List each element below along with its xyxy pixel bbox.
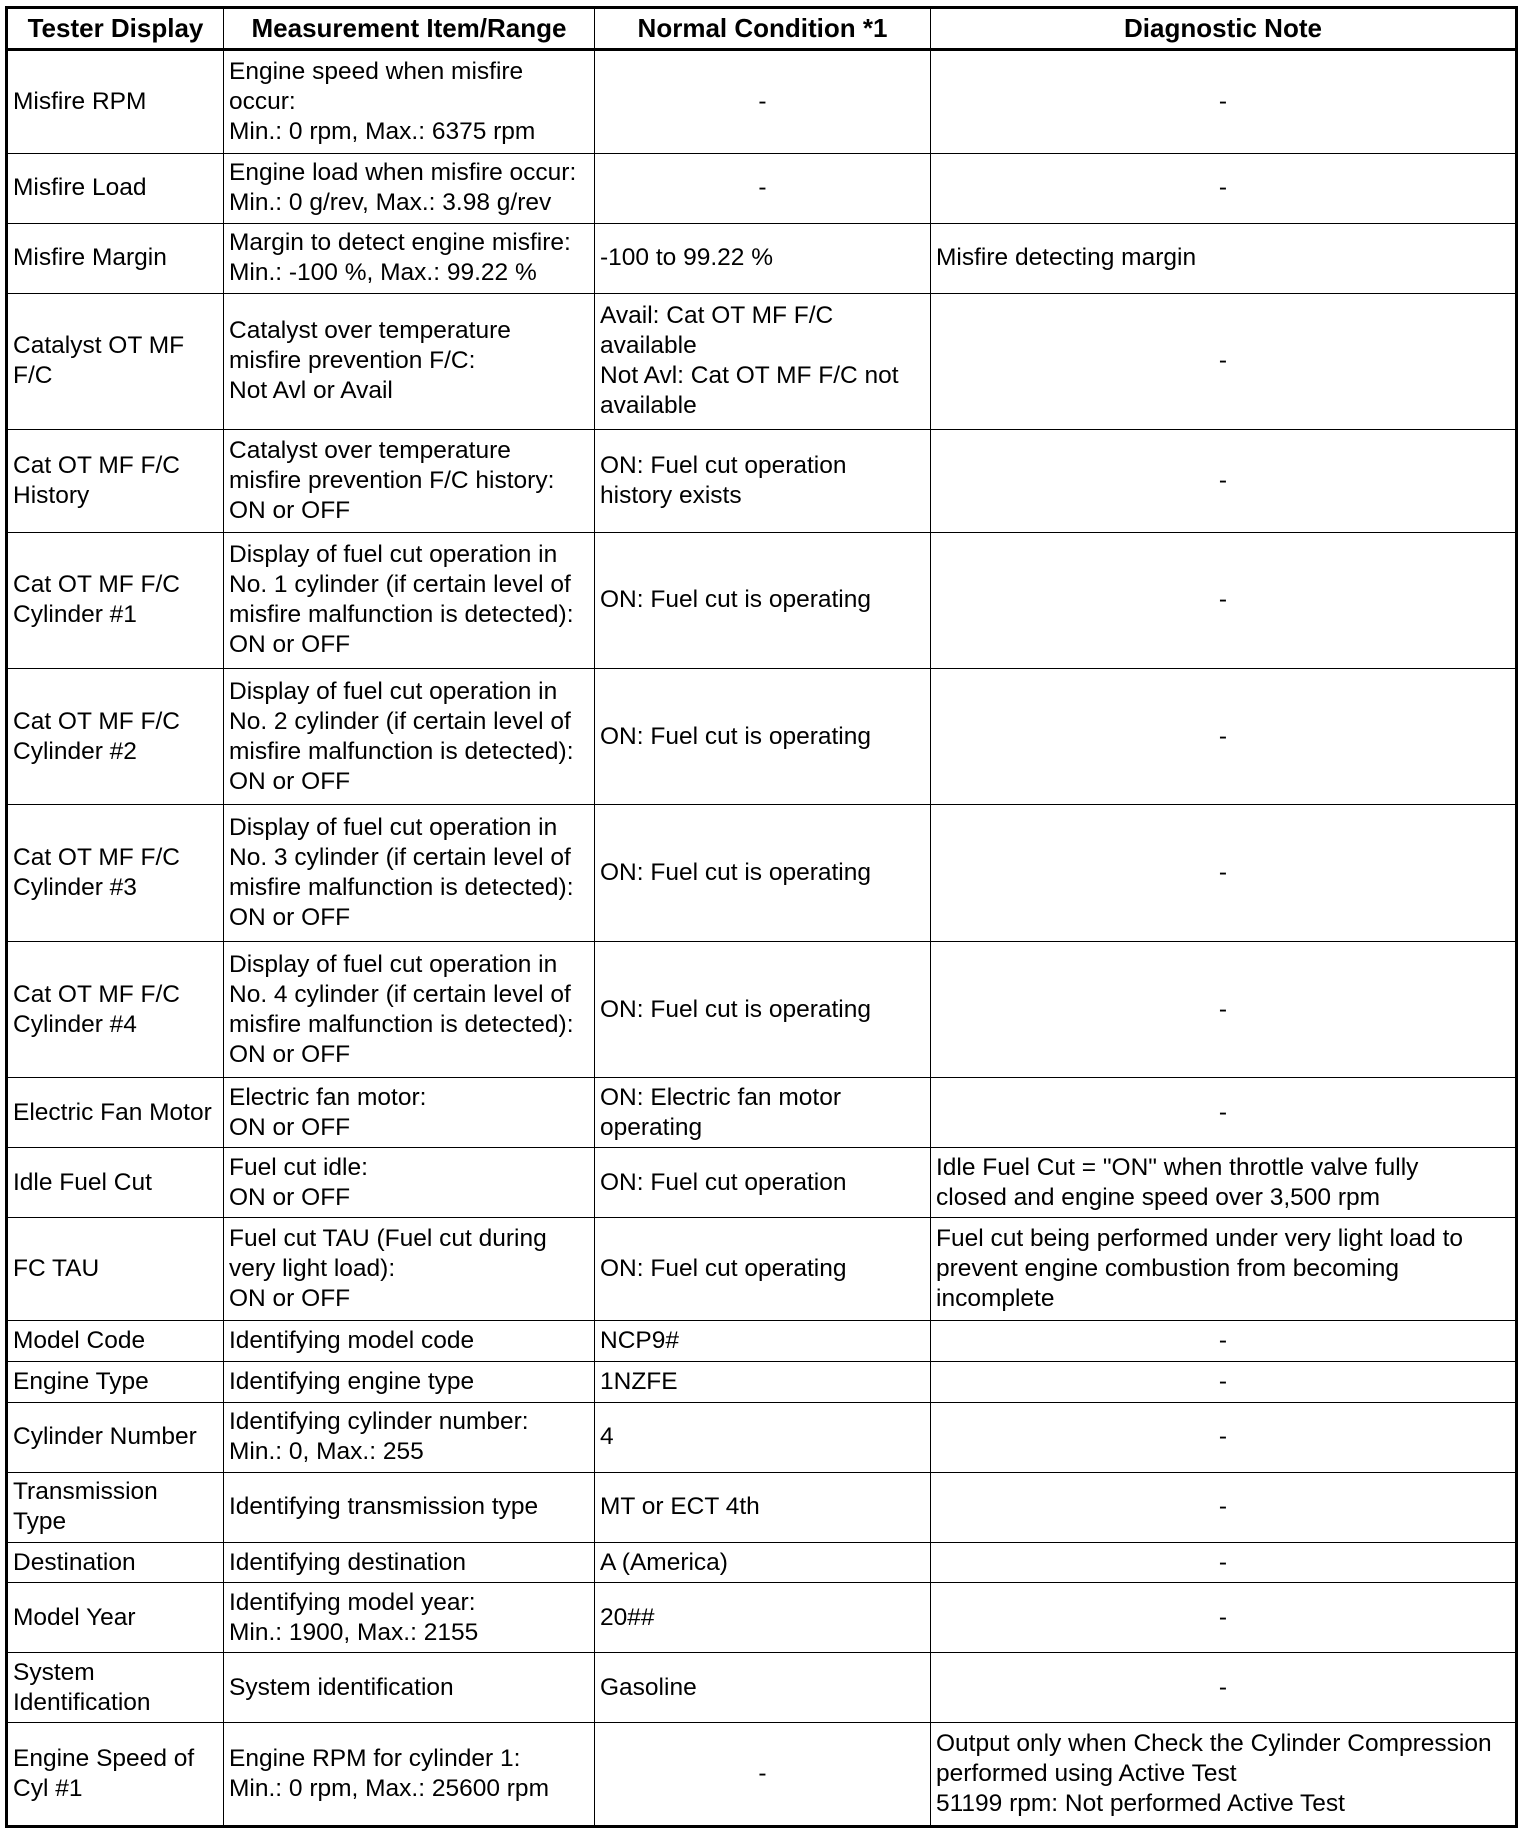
normal-condition-cell — [595, 223, 931, 293]
measurement-cell-line: misfire malfunction is detected): — [229, 874, 574, 902]
normal-condition-cell — [595, 1218, 931, 1321]
table-body — [7, 50, 1517, 1827]
measurement-cell-line: Min.: 0 rpm, Max.: 6375 rpm — [229, 117, 536, 145]
table-header — [7, 8, 1517, 50]
tester-display-cell-line: Idle Fuel Cut — [13, 1168, 152, 1196]
tester-display-cell-line: History — [13, 481, 90, 509]
normal-condition-cell-line: -100 to 99.22 % — [600, 244, 773, 272]
measurement-cell-line: Identifying transmission type — [229, 1493, 539, 1521]
diagnostic-note-cell-line: - — [1218, 1493, 1228, 1521]
tester-display-cell — [7, 1542, 224, 1583]
tester-display-cell — [7, 293, 224, 429]
tester-display-cell-line: Cat OT MF F/C — [13, 844, 180, 872]
tester-display-cell — [7, 1078, 224, 1148]
measurement-cell-line: ON or OFF — [229, 904, 351, 932]
tester-display-cell — [7, 941, 224, 1077]
tester-display-cell-line: Destination — [13, 1548, 136, 1576]
measurement-cell-line: Identifying destination — [229, 1548, 466, 1576]
diagnostic-note-cell — [931, 1653, 1517, 1723]
tester-display-cell — [7, 429, 224, 532]
diagnostic-note-cell-line: - — [1218, 174, 1228, 202]
header-row — [7, 8, 1517, 50]
normal-condition-cell — [595, 153, 931, 223]
diagnostic-note-cell — [931, 223, 1517, 293]
column-header-normal-condition: Normal Condition *1 — [595, 8, 931, 50]
normal-condition-cell — [595, 1402, 931, 1472]
normal-condition-cell-line: A (America) — [600, 1548, 728, 1576]
measurement-cell — [224, 1148, 595, 1218]
measurement-cell-line: Identifying model code — [229, 1327, 475, 1354]
normal-condition-cell-line: ON: Fuel cut is operating — [600, 722, 871, 750]
measurement-cell — [224, 429, 595, 532]
diagnostic-note-cell-line: prevent engine combustion from becoming — [936, 1254, 1400, 1282]
normal-condition-cell — [595, 941, 931, 1077]
diagnostic-note-cell-line: - — [1218, 722, 1228, 750]
measurement-cell — [224, 153, 595, 223]
table-row — [7, 1402, 1517, 1472]
normal-condition-cell — [595, 1653, 931, 1723]
measurement-cell-line: Not Avl or Avail — [229, 377, 393, 405]
measurement-cell-line: Display of fuel cut operation in — [229, 677, 558, 705]
diagnostic-note-cell — [931, 1218, 1517, 1321]
measurement-cell-line: Min.: -100 %, Max.: 99.22 % — [229, 259, 537, 287]
tester-display-cell — [7, 1320, 224, 1362]
diagnostic-note-cell — [931, 153, 1517, 223]
normal-condition-cell-line: MT or ECT 4th — [600, 1493, 760, 1521]
normal-condition-cell — [595, 1148, 931, 1218]
diagnostic-note-cell-line: - — [1218, 1327, 1228, 1354]
normal-condition-cell-line: - — [758, 1760, 767, 1788]
table-row — [7, 50, 1517, 154]
diagnostic-note-cell-line: - — [1218, 1603, 1228, 1631]
table-row — [7, 941, 1517, 1077]
measurement-cell-line: Engine load when misfire occur: — [229, 159, 577, 187]
tester-display-cell — [7, 50, 224, 154]
diagnostic-note-cell — [931, 1723, 1517, 1827]
table-row — [7, 1148, 1517, 1218]
tester-display-cell — [7, 1218, 224, 1321]
tester-display-cell-line: Misfire RPM — [13, 87, 147, 115]
diagnostic-note-cell — [931, 1320, 1517, 1362]
normal-condition-cell-line: Avail: Cat OT MF F/C — [600, 302, 834, 330]
measurement-cell-line: ON or OFF — [229, 1040, 351, 1068]
diagnostic-note-cell — [931, 50, 1517, 154]
normal-condition-cell-line: ON: Fuel cut operation — [600, 1168, 847, 1196]
normal-condition-cell-line: operating — [600, 1113, 703, 1141]
normal-condition-cell — [595, 429, 931, 532]
measurement-cell-line: No. 2 cylinder (if certain level of — [229, 707, 571, 735]
tester-display-cell-line: Cat OT MF F/C — [13, 451, 180, 479]
measurement-cell — [224, 1653, 595, 1723]
measurement-cell-line: Display of fuel cut operation in — [229, 950, 558, 978]
measurement-cell — [224, 805, 595, 941]
diagnostic-note-cell-line: - — [1218, 1098, 1228, 1126]
diagnostic-note-cell — [931, 1542, 1517, 1583]
measurement-cell-line: Fuel cut idle: — [229, 1153, 368, 1181]
normal-condition-cell — [595, 668, 931, 804]
measurement-cell-line: ON or OFF — [229, 767, 351, 795]
tester-display-cell — [7, 532, 224, 668]
measurement-cell-line: Fuel cut TAU (Fuel cut during — [229, 1224, 547, 1252]
tester-display-cell-line: Cylinder Number — [13, 1423, 197, 1451]
tester-display-cell-line: Cylinder #2 — [13, 737, 137, 765]
measurement-cell-line: Identifying engine type — [229, 1368, 475, 1396]
tester-display-cell-line: Type — [13, 1508, 67, 1536]
tester-display-cell-line: Cylinder #3 — [13, 874, 137, 902]
table-row — [7, 1320, 1517, 1362]
diagnostic-note-cell — [931, 293, 1517, 429]
diagnostic-note-cell-line: - — [1218, 1548, 1228, 1576]
measurement-cell — [224, 1402, 595, 1472]
normal-condition-cell-line: NCP9# — [600, 1327, 679, 1354]
normal-condition-cell-line: Gasoline — [600, 1673, 697, 1701]
normal-condition-cell — [595, 1723, 931, 1827]
tester-display-cell — [7, 1583, 224, 1653]
diagnostic-note-cell — [931, 1362, 1517, 1403]
measurement-cell-line: misfire malfunction is detected): — [229, 737, 574, 765]
normal-condition-cell-line: ON: Electric fan motor — [600, 1083, 841, 1111]
normal-condition-cell — [595, 532, 931, 668]
measurement-cell — [224, 668, 595, 804]
table-row — [7, 1362, 1517, 1403]
measurement-cell-line: Electric fan motor: — [229, 1083, 427, 1111]
diagnostic-note-cell — [931, 1583, 1517, 1653]
diagnostic-note-cell — [931, 668, 1517, 804]
diagnostic-note-cell — [931, 1402, 1517, 1472]
measurement-cell — [224, 532, 595, 668]
diagnostic-note-cell-line: - — [1218, 586, 1228, 614]
normal-condition-cell — [595, 1542, 931, 1583]
tester-display-cell — [7, 1653, 224, 1723]
measurement-cell — [224, 941, 595, 1077]
measurement-cell-line: ON or OFF — [229, 1113, 351, 1141]
table-row — [7, 429, 1517, 532]
measurement-cell-line: Display of fuel cut operation in — [229, 814, 558, 842]
normal-condition-cell-line: ON: Fuel cut operation — [600, 451, 847, 479]
table-row — [7, 1218, 1517, 1321]
measurement-cell-line: misfire prevention F/C: — [229, 347, 476, 375]
measurement-cell-line: misfire prevention F/C history: — [229, 466, 555, 494]
tester-display-cell-line: Electric Fan Motor — [13, 1098, 212, 1126]
measurement-cell — [224, 1542, 595, 1583]
measurement-cell-line: No. 1 cylinder (if certain level of — [229, 571, 571, 599]
diagnostic-note-cell-line: - — [1218, 1423, 1228, 1451]
measurement-cell-line: ON or OFF — [229, 631, 351, 659]
tester-display-cell-line: Model Code — [13, 1327, 146, 1354]
tester-display-cell-line: Engine Speed of — [13, 1745, 195, 1773]
tester-display-cell — [7, 1402, 224, 1472]
measurement-cell — [224, 1078, 595, 1148]
measurement-cell-line: Catalyst over temperature — [229, 436, 511, 464]
table-row — [7, 668, 1517, 804]
diagnostic-note-cell — [931, 429, 1517, 532]
diagnostic-note-cell — [931, 805, 1517, 941]
diagnostic-note-cell-line: Misfire detecting margin — [936, 244, 1197, 272]
normal-condition-cell-line: history exists — [600, 481, 742, 509]
diagnostic-note-cell-line: - — [1218, 1368, 1228, 1396]
diagnostic-note-cell-line: incomplete — [936, 1284, 1055, 1312]
document-page — [5, 6, 1515, 1828]
tester-display-cell — [7, 1148, 224, 1218]
tester-display-cell — [7, 1472, 224, 1542]
measurement-cell-line: Min.: 0, Max.: 255 — [229, 1438, 424, 1466]
diagnostic-note-cell-line: Output only when Check the Cylinder Compression — [936, 1730, 1492, 1758]
measurement-cell-line: No. 4 cylinder (if certain level of — [229, 980, 571, 1008]
column-header-diagnostic-note: Diagnostic Note — [931, 8, 1517, 50]
normal-condition-cell — [595, 805, 931, 941]
diagnostic-note-cell-line: 51199 rpm: Not performed Active Test — [936, 1790, 1345, 1818]
measurement-cell — [224, 293, 595, 429]
table-row — [7, 153, 1517, 223]
measurement-cell — [224, 1362, 595, 1403]
table-row — [7, 805, 1517, 941]
measurement-cell-line: Display of fuel cut operation in — [229, 541, 558, 569]
tester-display-cell — [7, 1362, 224, 1403]
tester-display-cell-line: Cylinder #4 — [13, 1010, 137, 1038]
diagnostic-note-cell-line: - — [1218, 347, 1228, 375]
tester-display-cell-line: Identification — [13, 1688, 151, 1716]
measurement-cell — [224, 50, 595, 154]
normal-condition-cell — [595, 1320, 931, 1362]
column-header-measurement: Measurement Item/Range — [224, 8, 595, 50]
table-row — [7, 1542, 1517, 1583]
measurement-cell-line: misfire malfunction is detected): — [229, 1010, 574, 1038]
tester-display-cell-line: Cylinder #1 — [13, 601, 137, 629]
measurement-cell-line: Identifying cylinder number: — [229, 1408, 529, 1436]
measurement-cell-line: No. 3 cylinder (if certain level of — [229, 844, 571, 872]
normal-condition-cell — [595, 1583, 931, 1653]
diagnostic-note-cell — [931, 1078, 1517, 1148]
normal-condition-cell-line: ON: Fuel cut is operating — [600, 586, 871, 614]
tester-display-cell-line: Transmission — [13, 1478, 158, 1506]
measurement-cell-line: ON or OFF — [229, 1284, 351, 1312]
tester-display-cell — [7, 1723, 224, 1827]
normal-condition-cell-line: ON: Fuel cut is operating — [600, 995, 871, 1023]
table-row — [7, 1472, 1517, 1542]
tester-display-cell-line: Cat OT MF F/C — [13, 707, 180, 735]
measurement-cell — [224, 1218, 595, 1321]
diagnostic-note-cell-line: - — [1218, 995, 1228, 1023]
measurement-cell — [224, 1320, 595, 1362]
normal-condition-cell-line: - — [758, 174, 767, 202]
tester-display-cell — [7, 805, 224, 941]
tester-display-cell-line: Cat OT MF F/C — [13, 571, 180, 599]
diagnostic-note-cell-line: - — [1218, 1673, 1228, 1701]
measurement-cell — [224, 1472, 595, 1542]
normal-condition-cell-line: 20## — [600, 1603, 655, 1631]
normal-condition-cell-line: available — [600, 392, 697, 420]
measurement-cell-line: Min.: 0 rpm, Max.: 25600 rpm — [229, 1775, 549, 1803]
measurement-cell-line: Engine speed when misfire — [229, 57, 524, 85]
tester-display-cell-line: F/C — [13, 362, 53, 390]
table-row — [7, 223, 1517, 293]
measurement-cell-line: System identification — [229, 1673, 454, 1701]
diagnostic-note-cell-line: - — [1218, 466, 1228, 494]
normal-condition-cell — [595, 293, 931, 429]
measurement-cell — [224, 1583, 595, 1653]
diagnostic-note-cell-line: - — [1218, 87, 1228, 115]
tester-display-cell — [7, 223, 224, 293]
tester-display-cell — [7, 153, 224, 223]
measurement-cell-line: Engine RPM for cylinder 1: — [229, 1745, 521, 1773]
measurement-cell-line: ON or OFF — [229, 496, 351, 524]
tester-display-cell-line: Cat OT MF F/C — [13, 980, 180, 1008]
tester-display-cell-line: FC TAU — [13, 1254, 100, 1282]
table-row — [7, 532, 1517, 668]
diagnostic-note-cell-line: Idle Fuel Cut = "ON" when throttle valve fully — [936, 1153, 1419, 1181]
measurement-cell-line: Margin to detect engine misfire: — [229, 229, 571, 257]
measurement-cell-line: Catalyst over temperature — [229, 317, 511, 345]
table-row — [7, 293, 1517, 429]
tester-display-cell-line: Model Year — [13, 1603, 136, 1631]
measurement-cell-line: Identifying model year: — [229, 1588, 476, 1616]
diagnostic-note-cell-line: Fuel cut being performed under very light load to — [936, 1224, 1464, 1252]
tester-display-cell-line: Engine Type — [13, 1368, 149, 1396]
measurement-cell — [224, 1723, 595, 1827]
diagnostic-note-cell-line: - — [1218, 859, 1228, 887]
diagnostic-note-cell-line: closed and engine speed over 3,500 rpm — [936, 1183, 1381, 1211]
column-header-tester-display: Tester Display — [7, 8, 224, 50]
measurement-cell-line: very light load): — [229, 1254, 396, 1282]
normal-condition-cell-line: Not Avl: Cat OT MF F/C not — [600, 362, 899, 390]
normal-condition-cell-line: available — [600, 332, 697, 360]
tester-display-cell-line: Misfire Margin — [13, 244, 167, 272]
table-row — [7, 1653, 1517, 1723]
measurement-cell — [224, 223, 595, 293]
diagnostic-note-cell — [931, 532, 1517, 668]
measurement-cell-line: ON or OFF — [229, 1183, 351, 1211]
tester-display-cell-line: Cyl #1 — [13, 1775, 83, 1803]
normal-condition-cell — [595, 50, 931, 154]
diagnostic-note-cell — [931, 1148, 1517, 1218]
diagnostic-note-cell — [931, 941, 1517, 1077]
normal-condition-cell-line: ON: Fuel cut is operating — [600, 859, 871, 887]
table-row — [7, 1723, 1517, 1827]
data-list-table — [5, 6, 1518, 1828]
tester-display-cell-line: Catalyst OT MF — [13, 332, 185, 360]
normal-condition-cell — [595, 1078, 931, 1148]
tester-display-cell-line: System — [13, 1658, 95, 1686]
tester-display-cell-line: Misfire Load — [13, 174, 147, 202]
normal-condition-cell — [595, 1472, 931, 1542]
normal-condition-cell — [595, 1362, 931, 1403]
normal-condition-cell-line: 4 — [600, 1423, 614, 1451]
normal-condition-cell-line: 1NZFE — [600, 1368, 678, 1396]
measurement-cell-line: Min.: 0 g/rev, Max.: 3.98 g/rev — [229, 189, 552, 217]
table-row — [7, 1583, 1517, 1653]
measurement-cell-line: Min.: 1900, Max.: 2155 — [229, 1618, 479, 1646]
measurement-cell-line: misfire malfunction is detected): — [229, 601, 574, 629]
normal-condition-cell-line: ON: Fuel cut operating — [600, 1254, 847, 1282]
measurement-cell-line: occur: — [229, 87, 296, 115]
tester-display-cell — [7, 668, 224, 804]
table-row — [7, 1078, 1517, 1148]
diagnostic-note-cell-line: performed using Active Test — [936, 1760, 1237, 1788]
normal-condition-cell-line: - — [758, 87, 767, 115]
diagnostic-note-cell — [931, 1472, 1517, 1542]
